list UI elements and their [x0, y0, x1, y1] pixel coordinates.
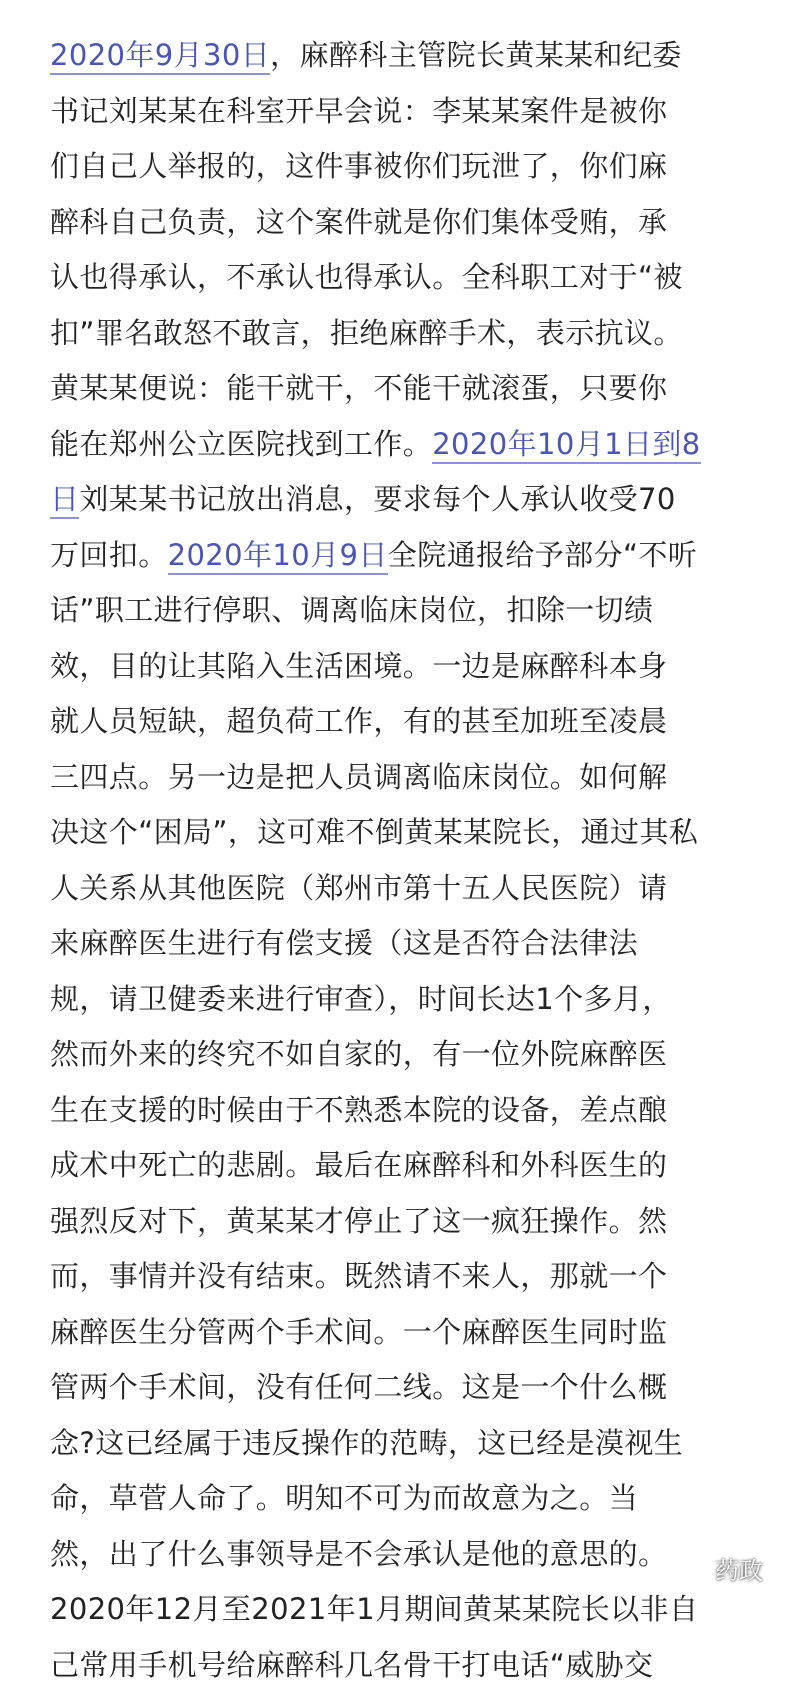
text-line	[50, 472, 793, 528]
text-segment: 规，请卫健委来进行审查），时间长达1个多月，	[50, 982, 672, 1016]
text-line	[50, 583, 793, 639]
text-line	[50, 694, 793, 750]
text-segment: 醉科自己负责，这个案件就是你们集体受贿，承	[50, 205, 667, 239]
text-line	[50, 361, 793, 417]
date-link[interactable]: 2020年9月30日	[50, 38, 270, 75]
text-segment: 然而外来的终究不如自家的，有一位外院麻醉医	[50, 1037, 667, 1071]
text-line	[50, 1249, 793, 1305]
text-line	[50, 1416, 793, 1472]
article-text	[50, 28, 793, 1693]
text-segment: 来麻醉医生进行有偿支援（这是否符合法律法	[50, 926, 638, 960]
text-segment: 2020年12月至2021年1月期间黄某某院长以非自	[50, 1592, 698, 1626]
text-segment: 书记刘某某在科室开早会说：李某某案件是被你	[50, 94, 667, 128]
text-line	[50, 417, 793, 473]
text-segment: 己常用手机号给麻醉科几名骨干打电话“威胁交	[50, 1648, 653, 1682]
text-line	[50, 1471, 793, 1527]
date-link[interactable]: 2020年10月1日到8	[432, 427, 700, 464]
text-segment: 强烈反对下，黄某某才停止了这一疯狂操作。然	[50, 1204, 667, 1238]
text-line	[50, 28, 793, 84]
text-line	[50, 916, 793, 972]
text-line	[50, 1360, 793, 1416]
text-segment: 念?这已经属于违反操作的范畴，这已经是漠视生	[50, 1426, 683, 1460]
text-segment: 扣”罪名敢怒不敢言，拒绝麻醉手术，表示抗议。	[50, 316, 683, 350]
text-line	[50, 861, 793, 917]
text-line	[50, 750, 793, 806]
text-segment: 刘某某书记放出消息，要求每个人承认收受70	[79, 482, 675, 516]
text-segment: 管两个手术间，没有任何二线。这是一个什么概	[50, 1370, 667, 1404]
text-line	[50, 1305, 793, 1361]
text-segment: 全院通报给予部分“不听	[388, 538, 697, 572]
text-segment: 们自己人举报的，这件事被你们玩泄了，你们麻	[50, 149, 667, 183]
text-segment: 人关系从其他医院（郑州市第十五人民医院）请	[50, 871, 667, 905]
date-link[interactable]: 2020年10月9日	[168, 538, 388, 575]
text-line	[50, 1194, 793, 1250]
text-line	[50, 1582, 793, 1638]
text-segment: 成术中死亡的悲剧。最后在麻醉科和外科医生的	[50, 1148, 667, 1182]
text-line	[50, 250, 793, 306]
text-line	[50, 1083, 793, 1139]
text-line	[50, 528, 793, 584]
text-line	[50, 972, 793, 1028]
watermark	[679, 1551, 763, 1586]
text-line	[50, 805, 793, 861]
text-segment: 就人员短缺，超负荷工作，有的甚至加班至凌晨	[50, 704, 667, 738]
text-line	[50, 139, 793, 195]
text-segment: 效，目的让其陷入生活困境。一边是麻醉科本身	[50, 649, 667, 683]
text-line	[50, 306, 793, 362]
text-segment: 命，草菅人命了。明知不可为而故意为之。当	[50, 1481, 638, 1515]
text-segment: 能在郑州公立医院找到工作。	[50, 427, 432, 461]
text-segment: 话”职工进行停职、调离临床岗位，扣除一切绩	[50, 593, 653, 627]
text-line	[50, 1027, 793, 1083]
text-line	[50, 1138, 793, 1194]
text-segment: 认也得承认，不承认也得承认。全科职工对于“被	[50, 260, 683, 294]
text-segment: 黄某某便说：能干就干，不能干就滚蛋，只要你	[50, 371, 667, 405]
text-segment: 三四点。另一边是把人员调离临床岗位。如何解	[50, 760, 667, 794]
date-link[interactable]: 日	[50, 482, 79, 519]
wechat-icon	[679, 1556, 709, 1582]
text-line	[50, 639, 793, 695]
text-line	[50, 84, 793, 140]
watermark-text: 药政	[715, 1551, 763, 1586]
text-segment: 万回扣。	[50, 538, 168, 572]
text-segment: 生在支援的时候由于不熟悉本院的设备，差点酿	[50, 1093, 667, 1127]
text-line	[50, 1638, 793, 1693]
text-segment: 而，事情并没有结束。既然请不来人，那就一个	[50, 1259, 667, 1293]
text-segment: 麻醉医生分管两个手术间。一个麻醉医生同时监	[50, 1315, 667, 1349]
text-segment: 然，出了什么事领导是不会承认是他的意思的。	[50, 1537, 667, 1571]
text-line	[50, 195, 793, 251]
text-segment: ，麻醉科主管院长黄某某和纪委	[270, 38, 682, 72]
text-segment: 决这个“困局”，这可难不倒黄某某院长，通过其私	[50, 815, 698, 849]
